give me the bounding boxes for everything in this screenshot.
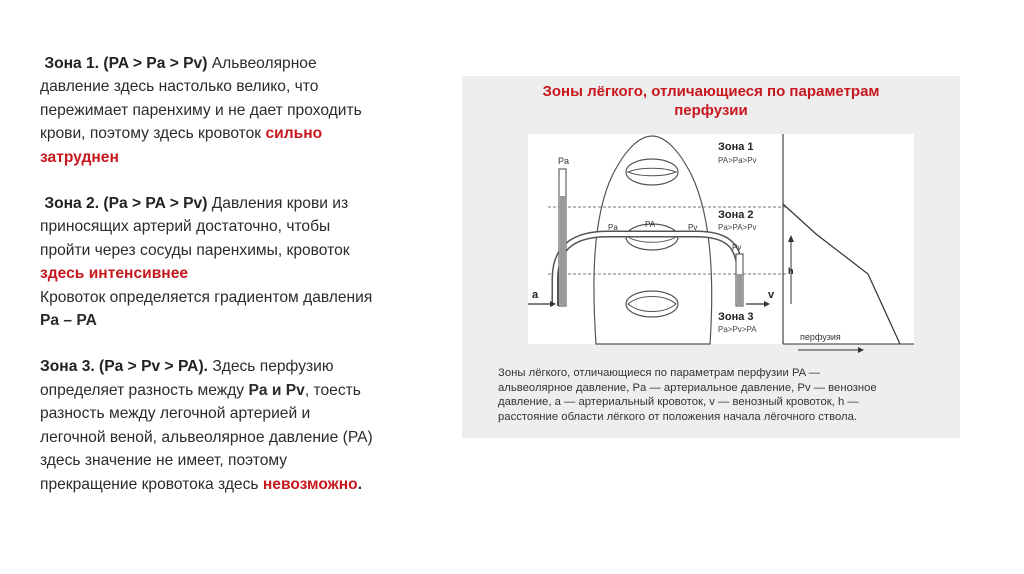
zone3-highlight: невозможно	[262, 475, 358, 493]
figure-title	[462, 82, 960, 120]
zone1-line3: пережимает паренхиму и не дает проходить	[40, 101, 362, 119]
zone3-paragraph	[40, 355, 460, 495]
zone2-line2: приносящих артерий достаточно, чтобы	[40, 218, 331, 236]
label-zone2: Зона 2	[718, 209, 754, 221]
vein-manometer-fluid	[737, 274, 742, 306]
label-perfusion: перфузия	[800, 332, 841, 342]
zone1-highlight-2: затруднен	[40, 148, 119, 166]
label-zone1-formula: PA>Pa>Pv	[718, 156, 757, 165]
zone2-line3: пройти через сосуды паренхимы, кровоток	[40, 241, 350, 259]
zone3-pa-pv: Pa и Pv	[248, 381, 305, 399]
label-a: a	[532, 289, 539, 301]
zone2-title: Зона 2. (Pa > PA > Pv)	[44, 195, 208, 213]
alveolus-zone1	[626, 159, 678, 185]
label-zone3-formula: Pa>Pv>PA	[718, 325, 757, 334]
label-pv-mid: Pv	[688, 223, 698, 232]
caption-line2: альвеолярное давление, Pa — артериальное давление, Pv — венозное	[498, 381, 877, 394]
perfusion-arrow-head	[858, 347, 864, 353]
zone1-line4: крови, поэтому здесь кровоток	[40, 125, 262, 143]
zone3-title: Зона 3. (Pa > Pv > PA).	[40, 358, 208, 376]
label-h: h	[788, 266, 794, 276]
label-pA-mid: PA	[645, 220, 656, 229]
zone2-line5: Кровоток определяется градиентом давления	[40, 288, 373, 306]
zone1-title: Зона 1. (PA > Pa > Pv)	[44, 55, 208, 72]
label-v: v	[768, 289, 775, 301]
label-pv-right: Pv	[732, 243, 742, 252]
explanation-text	[40, 52, 460, 519]
caption-line3: давление, а — артериальный кровоток, v — венозный кровоток, h —	[498, 396, 859, 409]
zone2-gradient: Pa – PA	[40, 312, 97, 330]
zone2-paragraph	[40, 192, 460, 332]
label-zone1: Зона 1	[718, 141, 754, 153]
zone3-line1: Здесь перфузию	[212, 358, 334, 376]
lung-zones-figure	[462, 76, 960, 438]
zone3-line6a: прекращение кровотока здесь	[40, 475, 259, 493]
label-zone3: Зона 3	[718, 311, 754, 323]
zone1-line2: давление здесь настолько велико, что	[40, 78, 319, 96]
caption-line1: Зоны лёгкого, отличающиеся по параметрам перфузии PA —	[498, 367, 820, 379]
alveolus-zone3	[626, 291, 678, 317]
zone1-line1: Альвеолярное	[211, 55, 317, 72]
artery-manometer-fluid	[560, 196, 565, 306]
zone1-highlight: сильно	[265, 125, 323, 143]
label-zone2-formula: Pa>PA>Pv	[718, 223, 757, 232]
lung-zones-diagram	[528, 134, 914, 362]
figure-caption	[498, 366, 938, 424]
zone3-line5: здесь значение не имеет, поэтому	[40, 452, 288, 470]
zone2-line1: Давления крови из	[211, 195, 349, 213]
zone3-line2c: , тоесть	[304, 381, 361, 399]
zone2-highlight: здесь интенсивнее	[40, 265, 189, 283]
zone3-line2a: определяет разность между	[40, 381, 245, 399]
label-pa-top: Pa	[558, 156, 570, 166]
zone3-line3: разность между легочной артерией и	[40, 405, 311, 423]
label-pa-mid: Pa	[608, 223, 618, 232]
zone3-period: .	[357, 475, 363, 493]
zone1-paragraph	[40, 52, 460, 169]
caption-line4: расстояние области лёгкого от положения начала лёгочного ствола.	[498, 410, 858, 423]
figure-title-line1: Зоны лёгкого, отличающиеся по параметрам	[542, 83, 880, 100]
figure-title-line2: перфузии	[674, 102, 748, 119]
zone3-line4: легочной веной, альвеолярное давление (PA)	[40, 428, 373, 446]
